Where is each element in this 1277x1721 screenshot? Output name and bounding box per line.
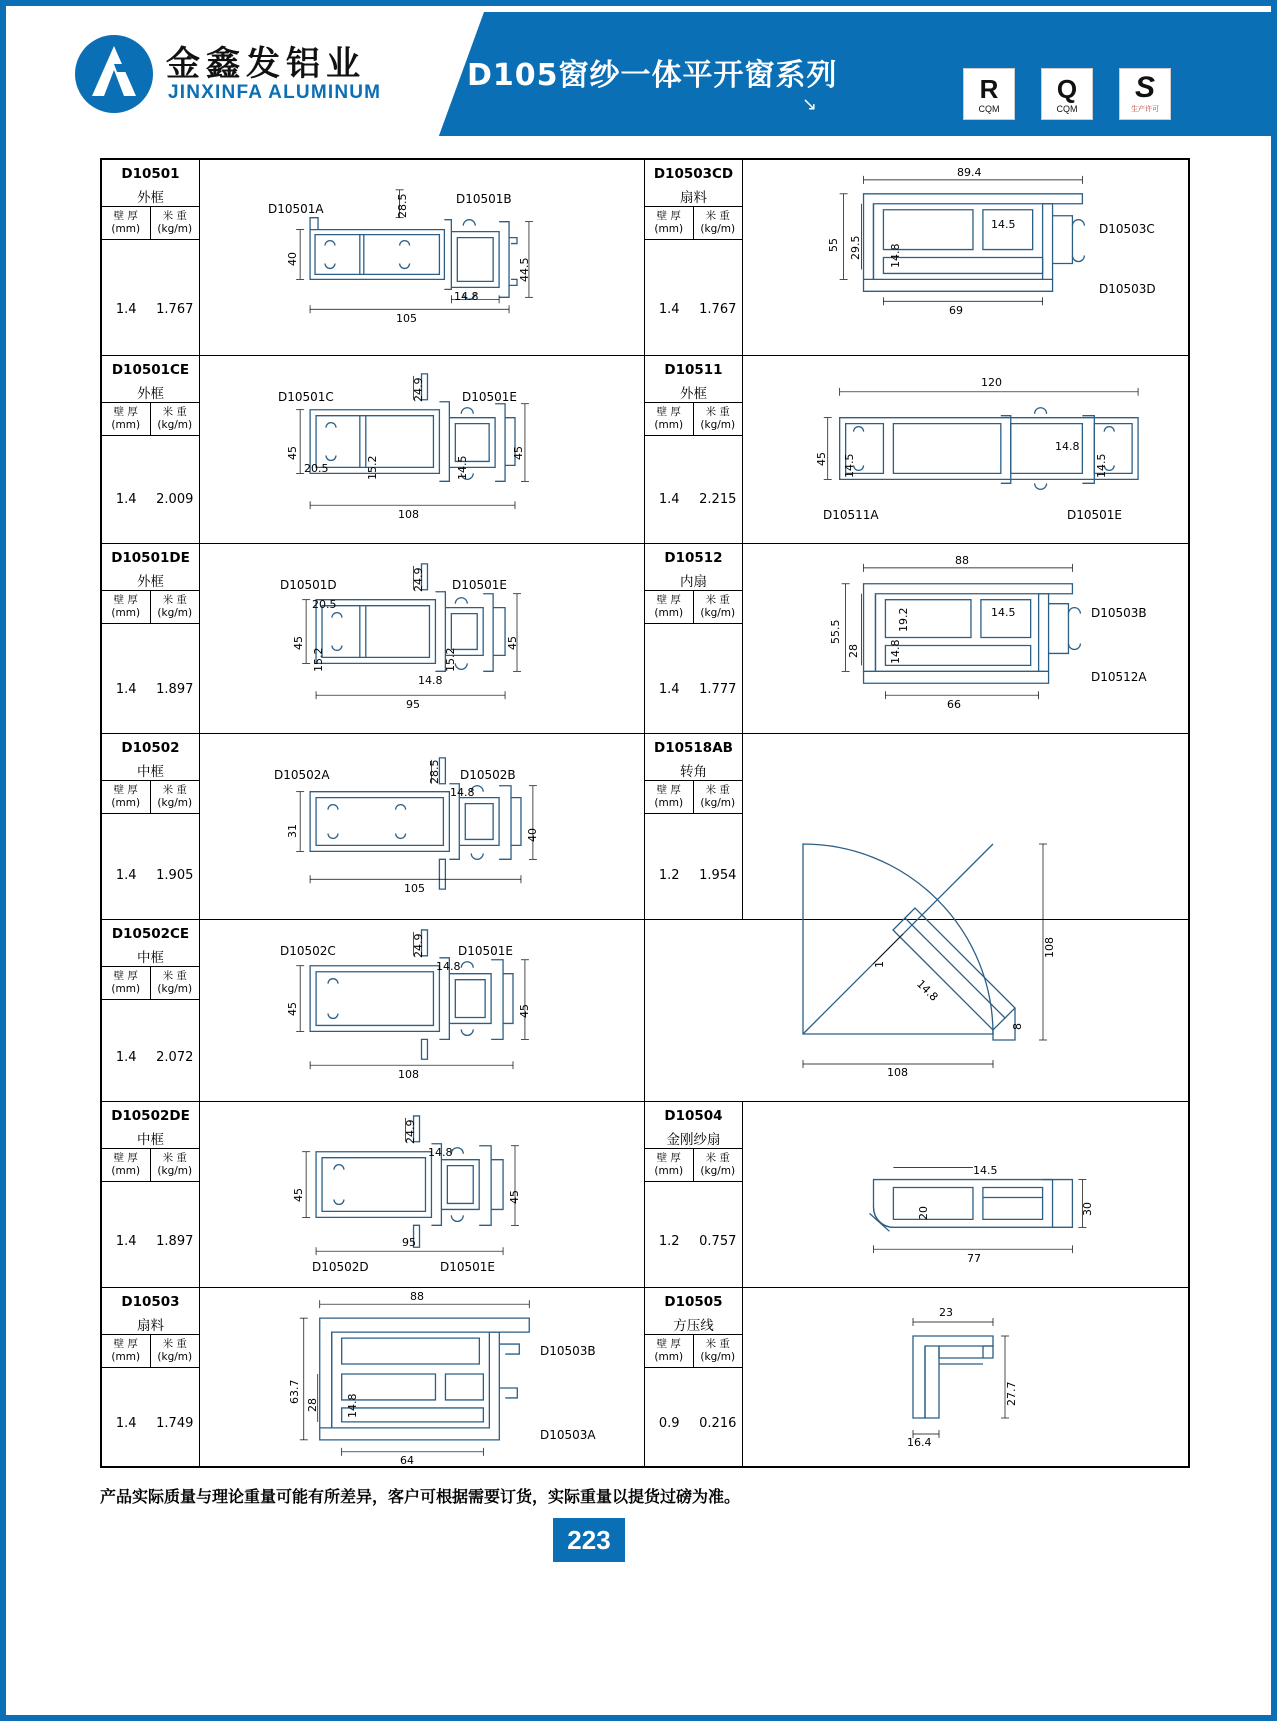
profile-name: 外框 bbox=[137, 386, 164, 402]
part-label-d10503b: D10503B bbox=[540, 1344, 596, 1358]
dim-14-8: 14.8 bbox=[450, 786, 475, 799]
weight-header: 米 重 (kg/m) bbox=[157, 406, 193, 432]
spec-values bbox=[102, 1102, 199, 1287]
dim-15-2-a: 15.2 bbox=[312, 647, 325, 672]
series-title: D105窗纱一体平开窗系列 bbox=[467, 58, 838, 93]
thickness-value: 1.4 bbox=[115, 682, 137, 697]
spec-values bbox=[102, 160, 199, 355]
info-d10503 bbox=[102, 1288, 200, 1466]
part-label-d10502b: D10502B bbox=[460, 768, 516, 782]
dim-20-5: 20.5 bbox=[304, 462, 329, 475]
weight-value: 0.757 bbox=[699, 1234, 737, 1249]
dim-120: 120 bbox=[981, 376, 1002, 389]
profile-code: D10503 bbox=[121, 1294, 180, 1310]
dim-45: 45 bbox=[286, 446, 299, 460]
profile-code: D10502 bbox=[121, 740, 180, 756]
table-cell-d10503 bbox=[102, 1288, 645, 1466]
thickness-value: 1.2 bbox=[658, 1234, 680, 1249]
thickness-header: 壁 厚 (mm) bbox=[645, 403, 694, 435]
page-number-badge: 223 bbox=[553, 1518, 625, 1562]
part-label-d10501c: D10501C bbox=[278, 390, 334, 404]
dim-63-7: 63.7 bbox=[288, 1379, 301, 1404]
part-label-d10502a: D10502A bbox=[274, 768, 330, 782]
table-cell-d10511 bbox=[645, 356, 1188, 543]
dim-44-5: 44.5 bbox=[518, 257, 531, 282]
spec-values bbox=[645, 1102, 742, 1287]
part-label-d10503d: D10503D bbox=[1099, 282, 1156, 296]
dim-14-5: 14.5 bbox=[973, 1164, 998, 1177]
dim-108-vertical: 108 bbox=[1043, 937, 1056, 958]
drawing-d10501ce bbox=[200, 356, 644, 543]
part-label-d10512a: D10512A bbox=[1091, 670, 1147, 684]
dim-14-5: 14.5 bbox=[456, 455, 469, 480]
profile-drawing bbox=[200, 160, 644, 355]
drawing-d10502 bbox=[200, 734, 644, 919]
cert-cqm-r-mark: R bbox=[979, 74, 999, 104]
dim-28-5: 28.5 bbox=[396, 193, 409, 218]
thickness-value: 1.2 bbox=[658, 868, 680, 883]
weight-value: 0.216 bbox=[699, 1416, 737, 1431]
dim-14-8: 14.8 bbox=[454, 290, 479, 303]
cert-production-license-badge bbox=[1119, 68, 1171, 120]
profile-name: 扇料 bbox=[137, 1318, 164, 1334]
drawing-d10501 bbox=[200, 160, 644, 355]
dim-108-horizontal: 108 bbox=[887, 1066, 908, 1079]
info-d10505 bbox=[645, 1288, 743, 1466]
drawing-d10512 bbox=[743, 544, 1188, 733]
profile-code: D10505 bbox=[664, 1294, 723, 1310]
part-label-d10511a: D10511A bbox=[823, 508, 879, 522]
profile-code: D10501DE bbox=[111, 550, 190, 566]
thickness-header: 壁 厚 (mm) bbox=[645, 781, 694, 813]
footer-note: 产品实际质量与理论重量可能有所差异，客户可根据需要订货，实际重量以提货过磅为准。 bbox=[100, 1487, 741, 1506]
info-d10518ab bbox=[645, 734, 743, 919]
profile-table bbox=[100, 158, 1190, 1468]
logo-text-cn: 金鑫发铝业 bbox=[166, 44, 366, 84]
part-label-d10501e: D10501E bbox=[462, 390, 517, 404]
profile-code: D10501CE bbox=[111, 362, 190, 378]
weight-value: 1.767 bbox=[156, 302, 194, 317]
spec-values bbox=[102, 356, 199, 543]
profile-drawing bbox=[743, 160, 1188, 355]
dim-14-5: 14.5 bbox=[991, 218, 1016, 231]
table-cell-d10502ce bbox=[102, 920, 645, 1101]
spec-values bbox=[645, 544, 742, 733]
cert-cqm-q-badge bbox=[1041, 68, 1093, 120]
spec-values bbox=[102, 1288, 199, 1466]
table-cell-empty bbox=[645, 920, 1188, 1101]
thickness-value: 0.9 bbox=[658, 1416, 680, 1431]
dim-45-right: 45 bbox=[518, 1004, 531, 1018]
part-label-d10501e: D10501E bbox=[458, 944, 513, 958]
table-cell-d10501ce bbox=[102, 356, 645, 543]
info-d10501de bbox=[102, 544, 200, 733]
info-d10501 bbox=[102, 160, 200, 355]
dim-14-5-right: 14.5 bbox=[1095, 453, 1108, 478]
table-cell-d10501 bbox=[102, 160, 645, 355]
profile-code: D10512 bbox=[664, 550, 723, 566]
dim-40: 40 bbox=[526, 828, 539, 842]
table-cell-d10505 bbox=[645, 1288, 1188, 1466]
dim-95: 95 bbox=[406, 698, 420, 711]
part-label-d10501e: D10501E bbox=[440, 1260, 495, 1274]
weight-value: 1.954 bbox=[699, 868, 737, 883]
dim-14-8: 14.8 bbox=[1055, 440, 1080, 453]
profile-name: 外框 bbox=[137, 574, 164, 590]
part-label-d10503c: D10503C bbox=[1099, 222, 1155, 236]
dim-20-5: 20.5 bbox=[312, 598, 337, 611]
dim-23: 23 bbox=[939, 1306, 953, 1319]
dim-105: 105 bbox=[404, 882, 425, 895]
profile-name: 中框 bbox=[137, 1132, 164, 1148]
drawing-d10501de bbox=[200, 544, 644, 733]
logo-icon bbox=[70, 34, 158, 114]
info-d10502de bbox=[102, 1102, 200, 1287]
dim-28: 28 bbox=[306, 1398, 319, 1412]
profile-code: D10503CD bbox=[653, 166, 734, 182]
dim-15-2-b: 15.2 bbox=[444, 647, 457, 672]
dim-20: 20 bbox=[917, 1206, 930, 1220]
table-row bbox=[102, 544, 1188, 734]
part-label-d10501b: D10501B bbox=[456, 192, 512, 206]
thickness-value: 1.4 bbox=[658, 682, 680, 697]
dim-30: 30 bbox=[1081, 1202, 1094, 1216]
thickness-header: 壁 厚 (mm) bbox=[102, 781, 151, 813]
thickness-header: 壁 厚 (mm) bbox=[102, 1149, 151, 1181]
weight-value: 2.215 bbox=[699, 492, 737, 507]
logo-text-en: JINXINFA ALUMINUM bbox=[168, 82, 382, 103]
spec-values bbox=[102, 734, 199, 919]
dim-24-9: 24.9 bbox=[412, 933, 425, 958]
arrow-down-right-icon: ↘ bbox=[802, 94, 818, 114]
profile-drawing bbox=[743, 544, 1188, 733]
dim-14-5-left: 14.5 bbox=[843, 453, 856, 478]
cert-cqm-r-badge bbox=[963, 68, 1015, 120]
dim-14-8: 14.8 bbox=[346, 1393, 359, 1418]
spec-values bbox=[102, 920, 199, 1101]
table-cell-d10518ab bbox=[645, 734, 1188, 1079]
thickness-header: 壁 厚 (mm) bbox=[102, 591, 151, 623]
thickness-value: 1.4 bbox=[115, 1234, 137, 1249]
info-d10511 bbox=[645, 356, 743, 543]
dim-29-5: 29.5 bbox=[849, 235, 862, 260]
dim-45-right: 45 bbox=[506, 636, 519, 650]
weight-header: 米 重 (kg/m) bbox=[157, 594, 193, 620]
part-label-d10503a: D10503A bbox=[540, 1428, 596, 1442]
profile-name: 外框 bbox=[137, 190, 164, 206]
thickness-value: 1.4 bbox=[115, 492, 137, 507]
dim-77: 77 bbox=[967, 1252, 981, 1265]
thickness-header: 壁 厚 (mm) bbox=[102, 1335, 151, 1367]
thickness-value: 1.4 bbox=[115, 1416, 137, 1431]
dim-95: 95 bbox=[402, 1236, 416, 1249]
dim-45-left: 45 bbox=[292, 1188, 305, 1202]
info-d10504 bbox=[645, 1102, 743, 1287]
dim-14-8: 14.8 bbox=[889, 243, 902, 268]
profile-drawing bbox=[200, 1102, 644, 1287]
table-row bbox=[102, 356, 1188, 544]
info-d10501ce bbox=[102, 356, 200, 543]
part-label-d10502c: D10502C bbox=[280, 944, 336, 958]
thickness-header: 壁 厚 (mm) bbox=[102, 207, 151, 239]
dim-24-9: 24.9 bbox=[412, 377, 425, 402]
cert-cqm-q-mark: Q bbox=[1056, 74, 1078, 104]
dim-19-2: 19.2 bbox=[897, 607, 910, 632]
thickness-header: 壁 厚 (mm) bbox=[645, 591, 694, 623]
dim-69: 69 bbox=[949, 304, 963, 317]
thickness-value: 1.4 bbox=[115, 868, 137, 883]
weight-value: 1.767 bbox=[699, 302, 737, 317]
table-row bbox=[102, 1288, 1188, 1466]
spec-values bbox=[645, 356, 742, 543]
thickness-value: 1.4 bbox=[658, 302, 680, 317]
dim-14-8: 14.8 bbox=[889, 639, 902, 664]
weight-header: 米 重 (kg/m) bbox=[157, 784, 193, 810]
dim-14-8: 14.8 bbox=[418, 674, 443, 687]
spec-values bbox=[645, 734, 742, 919]
part-label-d10503b: D10503B bbox=[1091, 606, 1147, 620]
drawing-d10502ce bbox=[200, 920, 644, 1101]
profile-name: 方压线 bbox=[673, 1318, 714, 1334]
thickness-header: 壁 厚 (mm) bbox=[102, 967, 151, 999]
table-cell-d10502 bbox=[102, 734, 645, 919]
dim-1: 1 bbox=[873, 961, 886, 968]
profile-name: 中框 bbox=[137, 950, 164, 966]
spec-values bbox=[645, 1288, 742, 1466]
weight-header: 米 重 (kg/m) bbox=[700, 406, 736, 432]
weight-header: 米 重 (kg/m) bbox=[157, 1338, 193, 1364]
weight-value: 1.897 bbox=[156, 1234, 194, 1249]
drawing-d10503cd bbox=[743, 160, 1188, 355]
profile-name: 转角 bbox=[680, 764, 707, 780]
dim-64: 64 bbox=[400, 1454, 414, 1467]
dim-14-5: 14.5 bbox=[991, 606, 1016, 619]
dim-16-4: 16.4 bbox=[907, 1436, 932, 1449]
profile-name: 扇料 bbox=[680, 190, 707, 206]
cert-cqm-r-label: CQM bbox=[978, 104, 1000, 114]
info-d10502 bbox=[102, 734, 200, 919]
dim-88: 88 bbox=[955, 554, 969, 567]
dim-24-9: 24.9 bbox=[404, 1119, 417, 1144]
weight-value: 1.897 bbox=[156, 682, 194, 697]
dim-28-5: 28.5 bbox=[428, 759, 441, 784]
dim-31: 31 bbox=[286, 824, 299, 838]
thickness-header: 壁 厚 (mm) bbox=[645, 1335, 694, 1367]
profile-code: D10501 bbox=[121, 166, 180, 182]
info-d10503cd bbox=[645, 160, 743, 355]
dim-40: 40 bbox=[286, 252, 299, 266]
cert-cqm-q-label: CQM bbox=[1056, 104, 1078, 114]
weight-header: 米 重 (kg/m) bbox=[157, 970, 193, 996]
profile-drawing bbox=[743, 1288, 1188, 1466]
dim-105: 105 bbox=[396, 312, 417, 325]
dim-45-left: 45 bbox=[286, 1002, 299, 1016]
table-row bbox=[102, 920, 1188, 1102]
profile-code: D10518AB bbox=[654, 740, 733, 756]
weight-header: 米 重 (kg/m) bbox=[157, 210, 193, 236]
dim-55: 55 bbox=[827, 238, 840, 252]
weight-header: 米 重 (kg/m) bbox=[700, 784, 736, 810]
profile-code: D10511 bbox=[664, 362, 723, 378]
thickness-value: 1.4 bbox=[115, 302, 137, 317]
table-cell-d10512 bbox=[645, 544, 1188, 733]
dim-66: 66 bbox=[947, 698, 961, 711]
brand-logo bbox=[70, 34, 410, 116]
dim-8: 8 bbox=[1011, 1023, 1024, 1030]
weight-header: 米 重 (kg/m) bbox=[700, 1152, 736, 1178]
table-row bbox=[102, 160, 1188, 356]
dim-108: 108 bbox=[398, 1068, 419, 1081]
dim-14-8: 14.8 bbox=[436, 960, 461, 973]
part-label-d10501d: D10501D bbox=[280, 578, 337, 592]
info-d10502ce bbox=[102, 920, 200, 1101]
drawing-d10505 bbox=[743, 1288, 1188, 1466]
page-header bbox=[12, 12, 1277, 136]
table-row bbox=[102, 1102, 1188, 1288]
weight-value: 2.009 bbox=[156, 492, 194, 507]
dim-89-4: 89.4 bbox=[957, 166, 982, 179]
weight-header: 米 重 (kg/m) bbox=[700, 594, 736, 620]
dim-14-8: 14.8 bbox=[913, 977, 941, 1004]
cert-s-mark: S bbox=[1134, 71, 1155, 104]
profile-name: 外框 bbox=[680, 386, 707, 402]
profile-name: 金刚纱扇 bbox=[666, 1132, 721, 1148]
dim-24-9: 24.9 bbox=[412, 567, 425, 592]
drawing-d10504 bbox=[743, 1102, 1188, 1287]
weight-header: 米 重 (kg/m) bbox=[700, 1338, 736, 1364]
profile-drawing bbox=[743, 1102, 1188, 1287]
dim-14-8: 14.8 bbox=[428, 1146, 453, 1159]
profile-code: D10502DE bbox=[111, 1108, 190, 1124]
cert-s-label: 生产许可 bbox=[1131, 106, 1159, 113]
table-cell-d10504 bbox=[645, 1102, 1188, 1287]
profile-name: 内扇 bbox=[680, 574, 707, 590]
table-cell-d10503cd bbox=[645, 160, 1188, 355]
part-label-d10501e: D10501E bbox=[452, 578, 507, 592]
table-cell-d10502de bbox=[102, 1102, 645, 1287]
dim-45: 45 bbox=[292, 636, 305, 650]
dim-45-right: 45 bbox=[508, 1190, 521, 1204]
drawing-d10511 bbox=[743, 356, 1188, 543]
profile-name: 中框 bbox=[137, 764, 164, 780]
profile-code: D10504 bbox=[664, 1108, 723, 1124]
weight-value: 2.072 bbox=[156, 1050, 194, 1065]
thickness-value: 1.4 bbox=[658, 492, 680, 507]
profile-code: D10502CE bbox=[111, 926, 190, 942]
weight-value: 1.905 bbox=[156, 868, 194, 883]
dim-15-2: 15.2 bbox=[366, 455, 379, 480]
dim-108: 108 bbox=[398, 508, 419, 521]
drawing-d10503 bbox=[200, 1288, 644, 1466]
thickness-header: 壁 厚 (mm) bbox=[645, 1149, 694, 1181]
drawing-d10518ab bbox=[743, 734, 1188, 1079]
dim-27-7: 27.7 bbox=[1005, 1381, 1018, 1406]
dim-28: 28 bbox=[847, 644, 860, 658]
dim-55-5: 55.5 bbox=[829, 619, 842, 644]
dim-45: 45 bbox=[815, 452, 828, 466]
spec-values bbox=[102, 544, 199, 733]
part-label-d10502d: D10502D bbox=[312, 1260, 369, 1274]
dim-88: 88 bbox=[410, 1290, 424, 1303]
weight-header: 米 重 (kg/m) bbox=[157, 1152, 193, 1178]
spec-values bbox=[645, 160, 742, 355]
dim-45-right: 45 bbox=[512, 446, 525, 460]
weight-value: 1.749 bbox=[156, 1416, 194, 1431]
weight-header: 米 重 (kg/m) bbox=[700, 210, 736, 236]
thickness-value: 1.4 bbox=[115, 1050, 137, 1065]
table-cell-d10501de bbox=[102, 544, 645, 733]
weight-value: 1.777 bbox=[699, 682, 737, 697]
drawing-d10502de bbox=[200, 1102, 644, 1287]
info-d10512 bbox=[645, 544, 743, 733]
thickness-header: 壁 厚 (mm) bbox=[645, 207, 694, 239]
part-label-d10501a: D10501A bbox=[268, 202, 324, 216]
part-label-d10501e: D10501E bbox=[1067, 508, 1122, 522]
thickness-header: 壁 厚 (mm) bbox=[102, 403, 151, 435]
